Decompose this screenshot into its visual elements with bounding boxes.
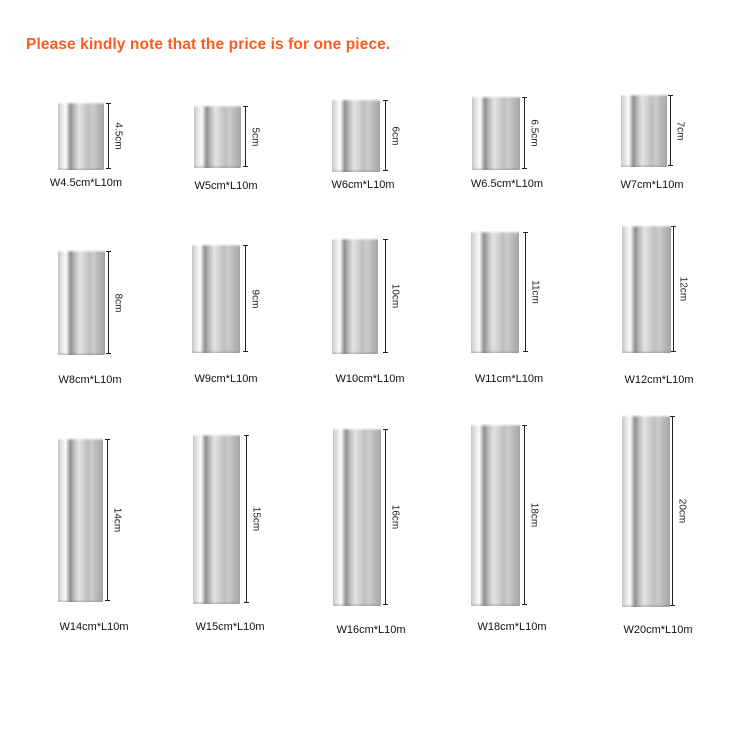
product-size-caption: W4.5cm*L10m: [49, 177, 123, 189]
width-dimension-label: 6.5cm: [528, 119, 540, 147]
product-size-caption: W11cm*L10m: [474, 373, 544, 385]
width-dimension-label: 9cm: [249, 289, 261, 308]
product-size-caption: W5cm*L10m: [194, 180, 258, 192]
product-size-caption: W9cm*L10m: [194, 373, 258, 385]
width-dimension-label: 11cm: [529, 280, 541, 304]
product-size-caption: W16cm*L10m: [336, 624, 406, 636]
foil-roll-image: [622, 415, 670, 607]
width-dimension-label: 20cm: [676, 498, 688, 524]
product-size-caption: W10cm*L10m: [335, 373, 405, 385]
width-dimension-line: [524, 97, 525, 169]
foil-roll-image: [193, 434, 240, 604]
product-size-caption: W8cm*L10m: [58, 374, 122, 386]
product-size-caption: W6.5cm*L10m: [470, 178, 544, 190]
foil-roll-image: [621, 94, 667, 167]
width-dimension-label: 8cm: [112, 293, 124, 312]
foil-roll-image: [58, 102, 104, 170]
width-dimension-label: 14cm: [111, 507, 123, 533]
width-dimension-label: 4.5cm: [112, 122, 124, 150]
width-dimension-line: [524, 425, 525, 605]
product-size-caption: W6cm*L10m: [331, 179, 395, 191]
width-dimension-line: [245, 245, 246, 352]
product-size-caption: W14cm*L10m: [59, 621, 129, 633]
foil-roll-image: [333, 428, 381, 606]
foil-roll-image: [194, 105, 241, 168]
width-dimension-label: 12cm: [677, 276, 689, 302]
width-dimension-line: [672, 416, 673, 606]
product-size-caption: W7cm*L10m: [620, 179, 684, 191]
width-dimension-label: 7cm: [674, 121, 686, 140]
product-size-caption: W15cm*L10m: [195, 621, 265, 633]
price-notice: Please kindly note that the price is for one piece.: [26, 36, 391, 53]
width-dimension-line: [673, 226, 674, 352]
foil-roll-image: [471, 231, 519, 353]
width-dimension-label: 10cm: [389, 283, 401, 309]
width-dimension-line: [385, 429, 386, 605]
foil-roll-image: [471, 424, 520, 606]
width-dimension-label: 18cm: [528, 502, 540, 528]
width-dimension-line: [108, 103, 109, 169]
product-size-caption: W12cm*L10m: [624, 374, 694, 386]
product-size-caption: W18cm*L10m: [477, 621, 547, 633]
foil-roll-image: [622, 225, 671, 353]
product-size-caption: W20cm*L10m: [623, 624, 693, 636]
width-dimension-label: 6cm: [389, 126, 401, 145]
width-dimension-line: [245, 106, 246, 167]
width-dimension-label: 5cm: [249, 127, 261, 146]
width-dimension-label: 16cm: [389, 504, 401, 530]
width-dimension-line: [670, 95, 671, 166]
width-dimension-label: 15cm: [250, 506, 262, 532]
foil-roll-image: [332, 99, 380, 172]
width-dimension-line: [525, 232, 526, 352]
foil-roll-image: [472, 96, 520, 170]
width-dimension-line: [246, 435, 247, 603]
foil-roll-image: [58, 438, 103, 602]
width-dimension-line: [385, 100, 386, 171]
width-dimension-line: [107, 439, 108, 601]
width-dimension-line: [385, 239, 386, 353]
foil-roll-image: [58, 250, 105, 355]
foil-roll-image: [192, 244, 240, 353]
foil-roll-image: [332, 238, 378, 354]
width-dimension-line: [108, 251, 109, 354]
